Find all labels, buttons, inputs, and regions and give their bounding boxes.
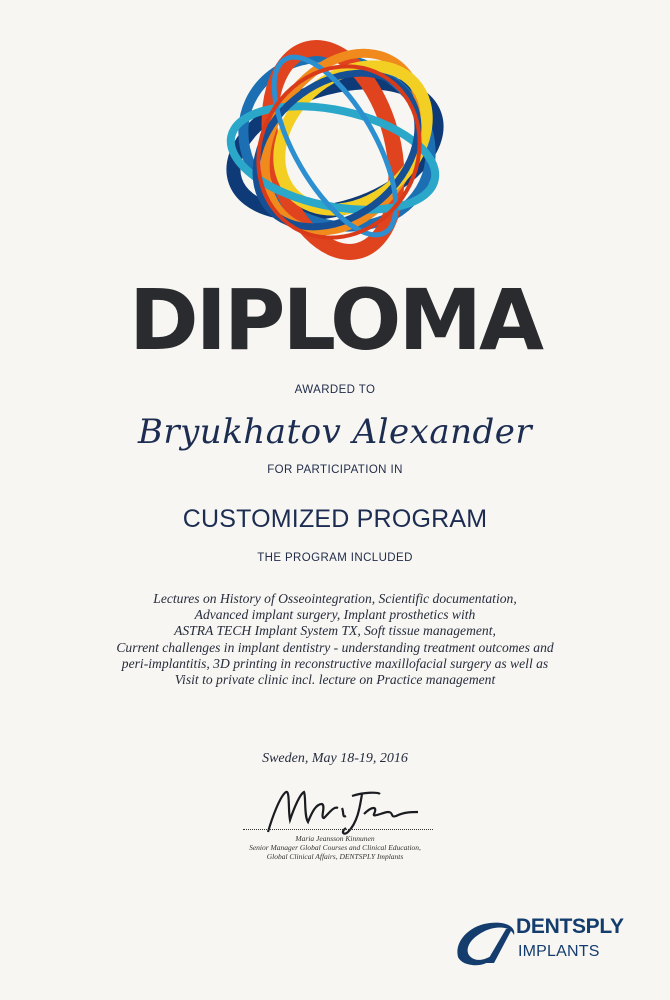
signer-role: Senior Manager Global Courses and Clinical Education, [249, 843, 421, 852]
swirl-globe-icon [215, 30, 455, 265]
description-line: Visit to private clinic incl. lecture on Practice management [174, 672, 496, 688]
program-included-label: THE PROGRAM INCLUDED [257, 552, 413, 564]
program-description [60, 591, 610, 688]
recipient-name: Bryukhatov Alexander [137, 412, 533, 452]
logo-brand-text: DENTSPLY [516, 915, 624, 938]
diploma-title: DIPLOMA [128, 271, 542, 369]
dentsply-implants-logo [452, 905, 637, 970]
awarded-to-label: AWARDED TO [294, 384, 376, 396]
description-line: peri-implantitis, 3D printing in reconstructive maxillofacial surgery as well as [121, 655, 549, 671]
signature-line [243, 829, 433, 830]
participation-label: FOR PARTICIPATION IN [267, 464, 403, 476]
description-line: Current challenges in implant dentistry - understanding treatment outcomes and [116, 639, 554, 655]
program-title: CUSTOMIZED PROGRAM [182, 505, 488, 533]
logo-sub-text: IMPLANTS [518, 943, 600, 960]
description-line: ASTRA TECH Implant System TX, Soft tissue management, [174, 623, 496, 639]
issue-date: Sweden, May 18-19, 2016 [262, 751, 408, 766]
signer-role: Global Clinical Affairs, DENTSPLY Implants [266, 852, 404, 861]
description-line: Advanced implant surgery, Implant prosthetics with [194, 607, 476, 623]
signer-name: Maria Jeansson Kinnunen [295, 834, 375, 843]
signer-info [0, 834, 670, 861]
dentsply-swoosh-icon [452, 911, 520, 969]
description-line: Lectures on History of Osseointegration, Scientific documentation, [153, 591, 517, 606]
